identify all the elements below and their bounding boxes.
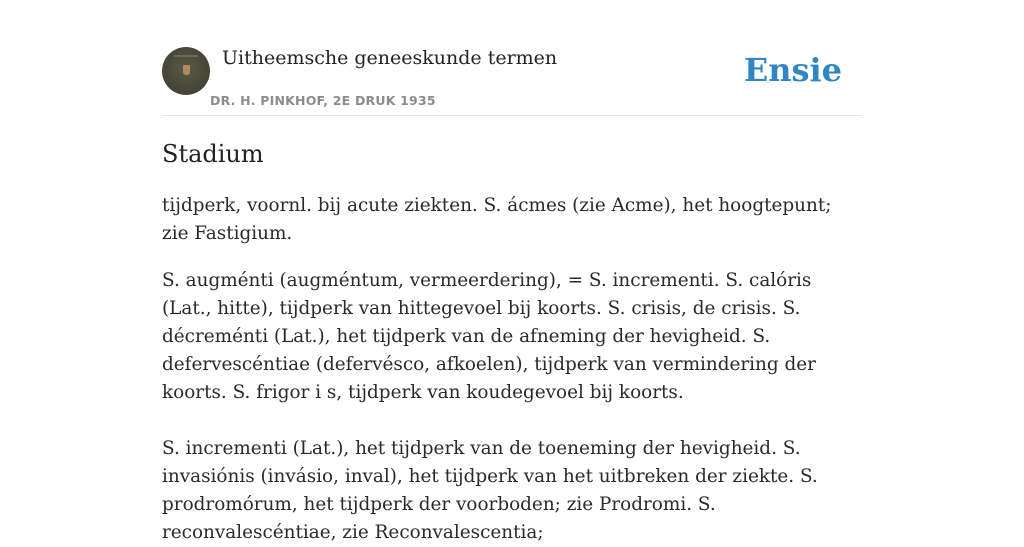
cover-emblem (183, 65, 190, 75)
entry-paragraph: S. augménti (augméntum, vermeerdering), = S. incrementi. S. calóris (Lat., hitte), tijdperk van hittegevoel bij koorts. S. crisis, de crisis. S. décreménti (Lat.), het tijdperk van de afneming der hevigheid. S. defervescéntiae (defervésco, afkoelen), tijdperk van vermindering der koorts. S. frigor i s, tijdperk van koudegevoel bij koorts. (162, 270, 816, 403)
cover-band (174, 55, 198, 57)
entry-paragraph: tijdperk, voornl. bij acute ziekten. S. ácmes (zie Acme), het hoogtepunt; zie Fastigium. (162, 195, 832, 244)
ensie-logo[interactable]: Ensie (743, 51, 842, 89)
entry-content (162, 136, 862, 547)
book-cover-icon[interactable] (162, 47, 210, 95)
book-subtitle: DR. H. PINKHOF, 2E DRUK 1935 (210, 93, 436, 108)
entry-title: Stadium (162, 140, 264, 168)
header (162, 0, 862, 116)
book-title[interactable]: Uitheemsche geneeskunde termen (222, 47, 558, 69)
entry-paragraph: S. incrementi (Lat.), het tijdperk van de toeneming der hevigheid. S. invasiónis (invásio, inval), het tijdperk van het uitbreken der ziekte. S. prodromórum, het tijdperk der voorboden; zie Prodromi. S. reconvalescéntiae, zie Reconvalescentia; (162, 438, 818, 543)
